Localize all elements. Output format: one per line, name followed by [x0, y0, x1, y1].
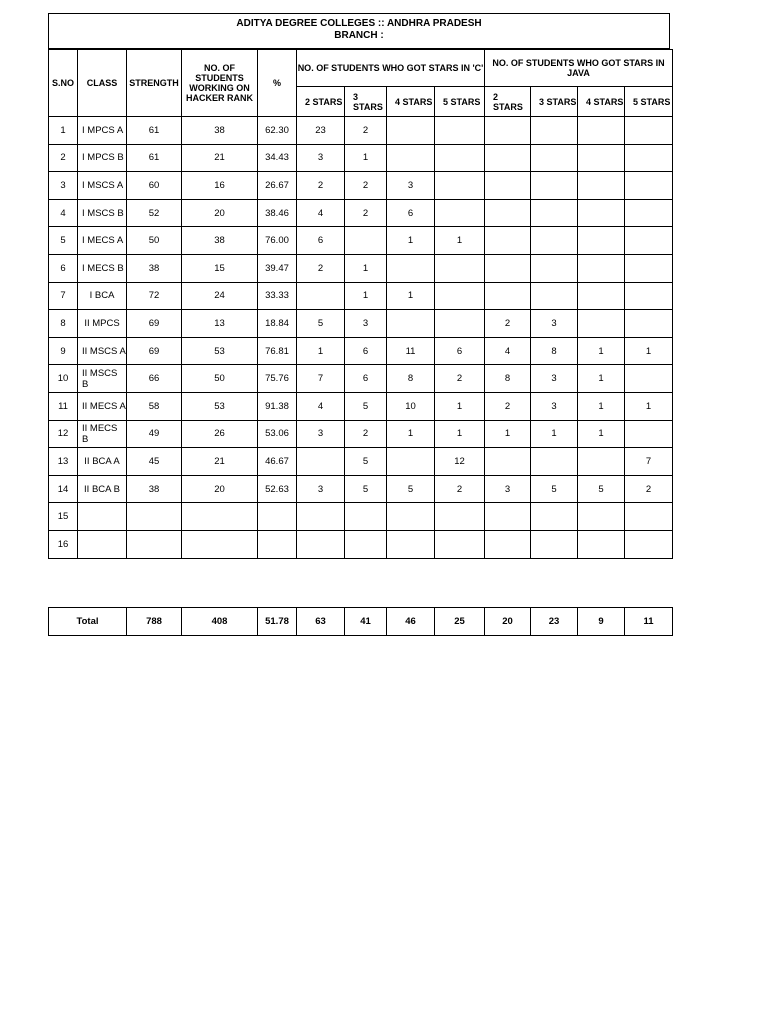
cell-c-4-stars	[387, 448, 435, 476]
cell-c-2-stars	[297, 448, 345, 476]
cell-java-4-stars: 5	[578, 475, 625, 503]
table-row	[49, 530, 673, 558]
cell-working: 21	[182, 144, 258, 172]
cell-java-4-stars	[578, 282, 625, 310]
cell-c-4-stars	[387, 503, 435, 531]
cell-java-5-stars	[625, 503, 673, 531]
total-java-4-stars: 9	[578, 608, 625, 636]
cell-percent: 52.63	[258, 475, 297, 503]
cell-java-5-stars	[625, 199, 673, 227]
table-row	[49, 392, 673, 420]
cell-java-3-stars	[531, 448, 578, 476]
cell-class: II MECS B	[78, 420, 127, 448]
cell-c-5-stars	[435, 310, 485, 338]
header-c-4-stars: 4 STARS	[387, 87, 435, 117]
cell-c-4-stars: 8	[387, 365, 435, 393]
cell-c-3-stars	[345, 530, 387, 558]
header-sno: S.NO	[49, 50, 78, 117]
cell-java-5-stars	[625, 117, 673, 145]
cell-percent: 75.76	[258, 365, 297, 393]
cell-percent	[258, 530, 297, 558]
cell-percent: 76.00	[258, 227, 297, 255]
cell-java-2-stars	[485, 282, 531, 310]
cell-java-3-stars	[531, 144, 578, 172]
cell-c-5-stars: 6	[435, 337, 485, 365]
cell-c-2-stars: 1	[297, 337, 345, 365]
cell-c-3-stars: 1	[345, 144, 387, 172]
cell-java-2-stars	[485, 530, 531, 558]
cell-c-2-stars: 4	[297, 199, 345, 227]
header-class: CLASS	[78, 50, 127, 117]
cell-percent: 33.33	[258, 282, 297, 310]
cell-class	[78, 503, 127, 531]
cell-c-4-stars: 5	[387, 475, 435, 503]
cell-class: I MECS A	[78, 227, 127, 255]
cell-sno: 11	[49, 392, 78, 420]
header-c-3-stars: 3 STARS	[345, 87, 387, 117]
cell-c-4-stars: 6	[387, 199, 435, 227]
cell-java-2-stars	[485, 144, 531, 172]
cell-java-5-stars	[625, 310, 673, 338]
cell-c-3-stars: 5	[345, 448, 387, 476]
cell-c-5-stars: 1	[435, 420, 485, 448]
cell-strength: 45	[127, 448, 182, 476]
cell-c-2-stars: 6	[297, 227, 345, 255]
cell-sno: 6	[49, 254, 78, 282]
header-java-group: NO. OF STUDENTS WHO GOT STARS IN JAVA	[485, 50, 673, 87]
header-java-2-stars: 2 STARS	[485, 87, 531, 117]
cell-c-5-stars	[435, 172, 485, 200]
cell-c-4-stars: 1	[387, 420, 435, 448]
cell-java-5-stars	[625, 254, 673, 282]
cell-c-4-stars	[387, 144, 435, 172]
header-java-4-stars: 4 STARS	[578, 87, 625, 117]
cell-c-5-stars: 2	[435, 475, 485, 503]
cell-c-4-stars: 1	[387, 227, 435, 255]
table-row	[49, 448, 673, 476]
cell-strength: 38	[127, 254, 182, 282]
cell-strength: 60	[127, 172, 182, 200]
cell-c-3-stars: 6	[345, 365, 387, 393]
cell-c-5-stars	[435, 199, 485, 227]
cell-class: I MSCS A	[78, 172, 127, 200]
cell-java-3-stars	[531, 530, 578, 558]
total-java-2-stars: 20	[485, 608, 531, 636]
cell-sno: 8	[49, 310, 78, 338]
cell-c-3-stars: 1	[345, 282, 387, 310]
cell-java-5-stars	[625, 282, 673, 310]
cell-percent: 62.30	[258, 117, 297, 145]
title-line-2: BRANCH :	[334, 30, 384, 41]
cell-java-4-stars	[578, 172, 625, 200]
cell-c-4-stars	[387, 254, 435, 282]
cell-class: II MPCS	[78, 310, 127, 338]
cell-class: I MPCS A	[78, 117, 127, 145]
cell-working	[182, 503, 258, 531]
table-row	[49, 282, 673, 310]
cell-java-4-stars	[578, 227, 625, 255]
total-java-5-stars: 11	[625, 608, 673, 636]
cell-working: 38	[182, 117, 258, 145]
cell-working: 21	[182, 448, 258, 476]
cell-strength: 50	[127, 227, 182, 255]
cell-c-2-stars: 3	[297, 475, 345, 503]
header-percent: %	[258, 50, 297, 117]
table-row	[49, 199, 673, 227]
cell-java-3-stars	[531, 227, 578, 255]
cell-java-4-stars: 1	[578, 337, 625, 365]
cell-c-4-stars	[387, 117, 435, 145]
cell-sno: 16	[49, 530, 78, 558]
sheet-title	[48, 13, 670, 49]
header-strength: STRENGTH	[127, 50, 182, 117]
cell-working: 24	[182, 282, 258, 310]
cell-java-4-stars	[578, 254, 625, 282]
total-strength: 788	[127, 608, 182, 636]
total-row	[49, 608, 673, 636]
cell-java-3-stars: 5	[531, 475, 578, 503]
cell-java-2-stars	[485, 503, 531, 531]
cell-sno: 3	[49, 172, 78, 200]
table-row	[49, 503, 673, 531]
cell-java-3-stars: 8	[531, 337, 578, 365]
cell-working: 16	[182, 172, 258, 200]
cell-class: I MPCS B	[78, 144, 127, 172]
cell-c-4-stars: 10	[387, 392, 435, 420]
cell-c-3-stars	[345, 503, 387, 531]
cell-java-3-stars	[531, 199, 578, 227]
cell-strength	[127, 530, 182, 558]
cell-java-4-stars: 1	[578, 420, 625, 448]
cell-class: II MSCS A	[78, 337, 127, 365]
cell-java-2-stars	[485, 448, 531, 476]
cell-java-2-stars: 8	[485, 365, 531, 393]
cell-percent: 91.38	[258, 392, 297, 420]
cell-strength: 38	[127, 475, 182, 503]
cell-java-4-stars	[578, 503, 625, 531]
cell-percent: 76.81	[258, 337, 297, 365]
total-c-4-stars: 46	[387, 608, 435, 636]
cell-java-5-stars: 2	[625, 475, 673, 503]
cell-strength: 72	[127, 282, 182, 310]
cell-c-3-stars: 5	[345, 392, 387, 420]
cell-java-5-stars	[625, 530, 673, 558]
total-percent: 51.78	[258, 608, 297, 636]
cell-working	[182, 530, 258, 558]
cell-working: 20	[182, 199, 258, 227]
cell-c-3-stars: 2	[345, 172, 387, 200]
cell-percent: 53.06	[258, 420, 297, 448]
header-c-5-stars: 5 STARS	[435, 87, 485, 117]
cell-java-2-stars: 2	[485, 310, 531, 338]
cell-sno: 12	[49, 420, 78, 448]
cell-c-3-stars: 1	[345, 254, 387, 282]
cell-c-5-stars	[435, 117, 485, 145]
table-row	[49, 117, 673, 145]
cell-working: 50	[182, 365, 258, 393]
table-row	[49, 254, 673, 282]
cell-java-5-stars	[625, 172, 673, 200]
total-working: 408	[182, 608, 258, 636]
cell-c-4-stars: 3	[387, 172, 435, 200]
cell-java-3-stars: 3	[531, 310, 578, 338]
cell-java-5-stars	[625, 420, 673, 448]
cell-sno: 14	[49, 475, 78, 503]
cell-c-3-stars: 2	[345, 117, 387, 145]
cell-percent: 46.67	[258, 448, 297, 476]
cell-c-5-stars: 1	[435, 392, 485, 420]
cell-c-5-stars	[435, 503, 485, 531]
cell-percent	[258, 503, 297, 531]
total-c-3-stars: 41	[345, 608, 387, 636]
students-table	[48, 49, 673, 559]
cell-c-2-stars	[297, 503, 345, 531]
cell-class: I MECS B	[78, 254, 127, 282]
cell-java-4-stars	[578, 448, 625, 476]
cell-percent: 18.84	[258, 310, 297, 338]
table-row	[49, 310, 673, 338]
cell-class: II BCA A	[78, 448, 127, 476]
header-c-group: NO. OF STUDENTS WHO GOT STARS IN 'C'	[297, 50, 485, 87]
cell-strength: 61	[127, 117, 182, 145]
header-java-3-stars: 3 STARS	[531, 87, 578, 117]
table-row	[49, 227, 673, 255]
table-body	[49, 117, 673, 559]
cell-c-2-stars	[297, 282, 345, 310]
cell-java-2-stars: 2	[485, 392, 531, 420]
cell-percent: 34.43	[258, 144, 297, 172]
cell-c-4-stars: 1	[387, 282, 435, 310]
cell-java-3-stars: 1	[531, 420, 578, 448]
cell-strength	[127, 503, 182, 531]
title-line-1: ADITYA DEGREE COLLEGES :: ANDHRA PRADESH	[236, 18, 482, 29]
cell-working: 26	[182, 420, 258, 448]
cell-c-5-stars	[435, 282, 485, 310]
cell-c-4-stars	[387, 310, 435, 338]
cell-c-3-stars: 5	[345, 475, 387, 503]
cell-java-4-stars	[578, 530, 625, 558]
cell-sno: 1	[49, 117, 78, 145]
cell-c-5-stars	[435, 254, 485, 282]
cell-working: 38	[182, 227, 258, 255]
cell-java-2-stars: 4	[485, 337, 531, 365]
cell-class	[78, 530, 127, 558]
total-label: Total	[49, 608, 127, 636]
total-java-3-stars: 23	[531, 608, 578, 636]
cell-strength: 66	[127, 365, 182, 393]
cell-java-2-stars	[485, 199, 531, 227]
cell-c-3-stars: 3	[345, 310, 387, 338]
total-c-5-stars: 25	[435, 608, 485, 636]
cell-c-2-stars: 4	[297, 392, 345, 420]
cell-class: II MSCS B	[78, 365, 127, 393]
total-c-2-stars: 63	[297, 608, 345, 636]
cell-working: 53	[182, 392, 258, 420]
cell-sno: 10	[49, 365, 78, 393]
cell-class: II MECS A	[78, 392, 127, 420]
cell-sno: 15	[49, 503, 78, 531]
cell-sno: 5	[49, 227, 78, 255]
cell-sno: 13	[49, 448, 78, 476]
cell-percent: 26.67	[258, 172, 297, 200]
table-row	[49, 172, 673, 200]
cell-working: 53	[182, 337, 258, 365]
cell-java-2-stars: 1	[485, 420, 531, 448]
cell-java-2-stars	[485, 172, 531, 200]
cell-c-5-stars: 2	[435, 365, 485, 393]
cell-c-2-stars: 3	[297, 420, 345, 448]
cell-c-2-stars: 2	[297, 172, 345, 200]
cell-working: 15	[182, 254, 258, 282]
cell-java-2-stars	[485, 254, 531, 282]
cell-c-4-stars: 11	[387, 337, 435, 365]
cell-java-3-stars: 3	[531, 365, 578, 393]
cell-java-3-stars	[531, 254, 578, 282]
cell-strength: 52	[127, 199, 182, 227]
cell-sno: 7	[49, 282, 78, 310]
cell-java-3-stars	[531, 172, 578, 200]
cell-java-3-stars	[531, 282, 578, 310]
cell-c-3-stars	[345, 227, 387, 255]
cell-java-4-stars	[578, 144, 625, 172]
total-table	[48, 607, 673, 636]
cell-java-3-stars	[531, 503, 578, 531]
cell-working: 20	[182, 475, 258, 503]
cell-java-5-stars: 1	[625, 337, 673, 365]
cell-strength: 49	[127, 420, 182, 448]
cell-strength: 58	[127, 392, 182, 420]
cell-java-4-stars: 1	[578, 365, 625, 393]
cell-strength: 61	[127, 144, 182, 172]
cell-java-5-stars: 1	[625, 392, 673, 420]
cell-java-3-stars	[531, 117, 578, 145]
cell-java-4-stars	[578, 310, 625, 338]
cell-java-4-stars	[578, 199, 625, 227]
cell-c-2-stars	[297, 530, 345, 558]
cell-c-3-stars: 2	[345, 199, 387, 227]
header-c-2-stars: 2 STARS	[297, 87, 345, 117]
table-row	[49, 337, 673, 365]
cell-percent: 39.47	[258, 254, 297, 282]
cell-c-2-stars: 23	[297, 117, 345, 145]
table-row	[49, 420, 673, 448]
cell-working: 13	[182, 310, 258, 338]
cell-java-5-stars: 7	[625, 448, 673, 476]
cell-c-3-stars: 6	[345, 337, 387, 365]
cell-java-5-stars	[625, 144, 673, 172]
cell-c-4-stars	[387, 530, 435, 558]
cell-class: II BCA B	[78, 475, 127, 503]
cell-c-5-stars: 12	[435, 448, 485, 476]
cell-java-4-stars	[578, 117, 625, 145]
cell-java-5-stars	[625, 365, 673, 393]
cell-java-2-stars: 3	[485, 475, 531, 503]
header-java-5-stars: 5 STARS	[625, 87, 673, 117]
cell-c-5-stars: 1	[435, 227, 485, 255]
cell-strength: 69	[127, 310, 182, 338]
cell-c-5-stars	[435, 530, 485, 558]
cell-sno: 9	[49, 337, 78, 365]
cell-c-3-stars: 2	[345, 420, 387, 448]
cell-c-2-stars: 3	[297, 144, 345, 172]
cell-c-2-stars: 2	[297, 254, 345, 282]
cell-c-5-stars	[435, 144, 485, 172]
cell-c-2-stars: 5	[297, 310, 345, 338]
table-row	[49, 475, 673, 503]
table-row	[49, 144, 673, 172]
cell-java-4-stars: 1	[578, 392, 625, 420]
cell-sno: 4	[49, 199, 78, 227]
cell-java-2-stars	[485, 117, 531, 145]
cell-java-2-stars	[485, 227, 531, 255]
cell-java-3-stars: 3	[531, 392, 578, 420]
header-working: NO. OF STUDENTS WORKING ON HACKER RANK	[182, 50, 258, 117]
cell-sno: 2	[49, 144, 78, 172]
cell-c-2-stars: 7	[297, 365, 345, 393]
cell-strength: 69	[127, 337, 182, 365]
table-row	[49, 365, 673, 393]
cell-class: I BCA	[78, 282, 127, 310]
cell-percent: 38.46	[258, 199, 297, 227]
cell-java-5-stars	[625, 227, 673, 255]
cell-class: I MSCS B	[78, 199, 127, 227]
